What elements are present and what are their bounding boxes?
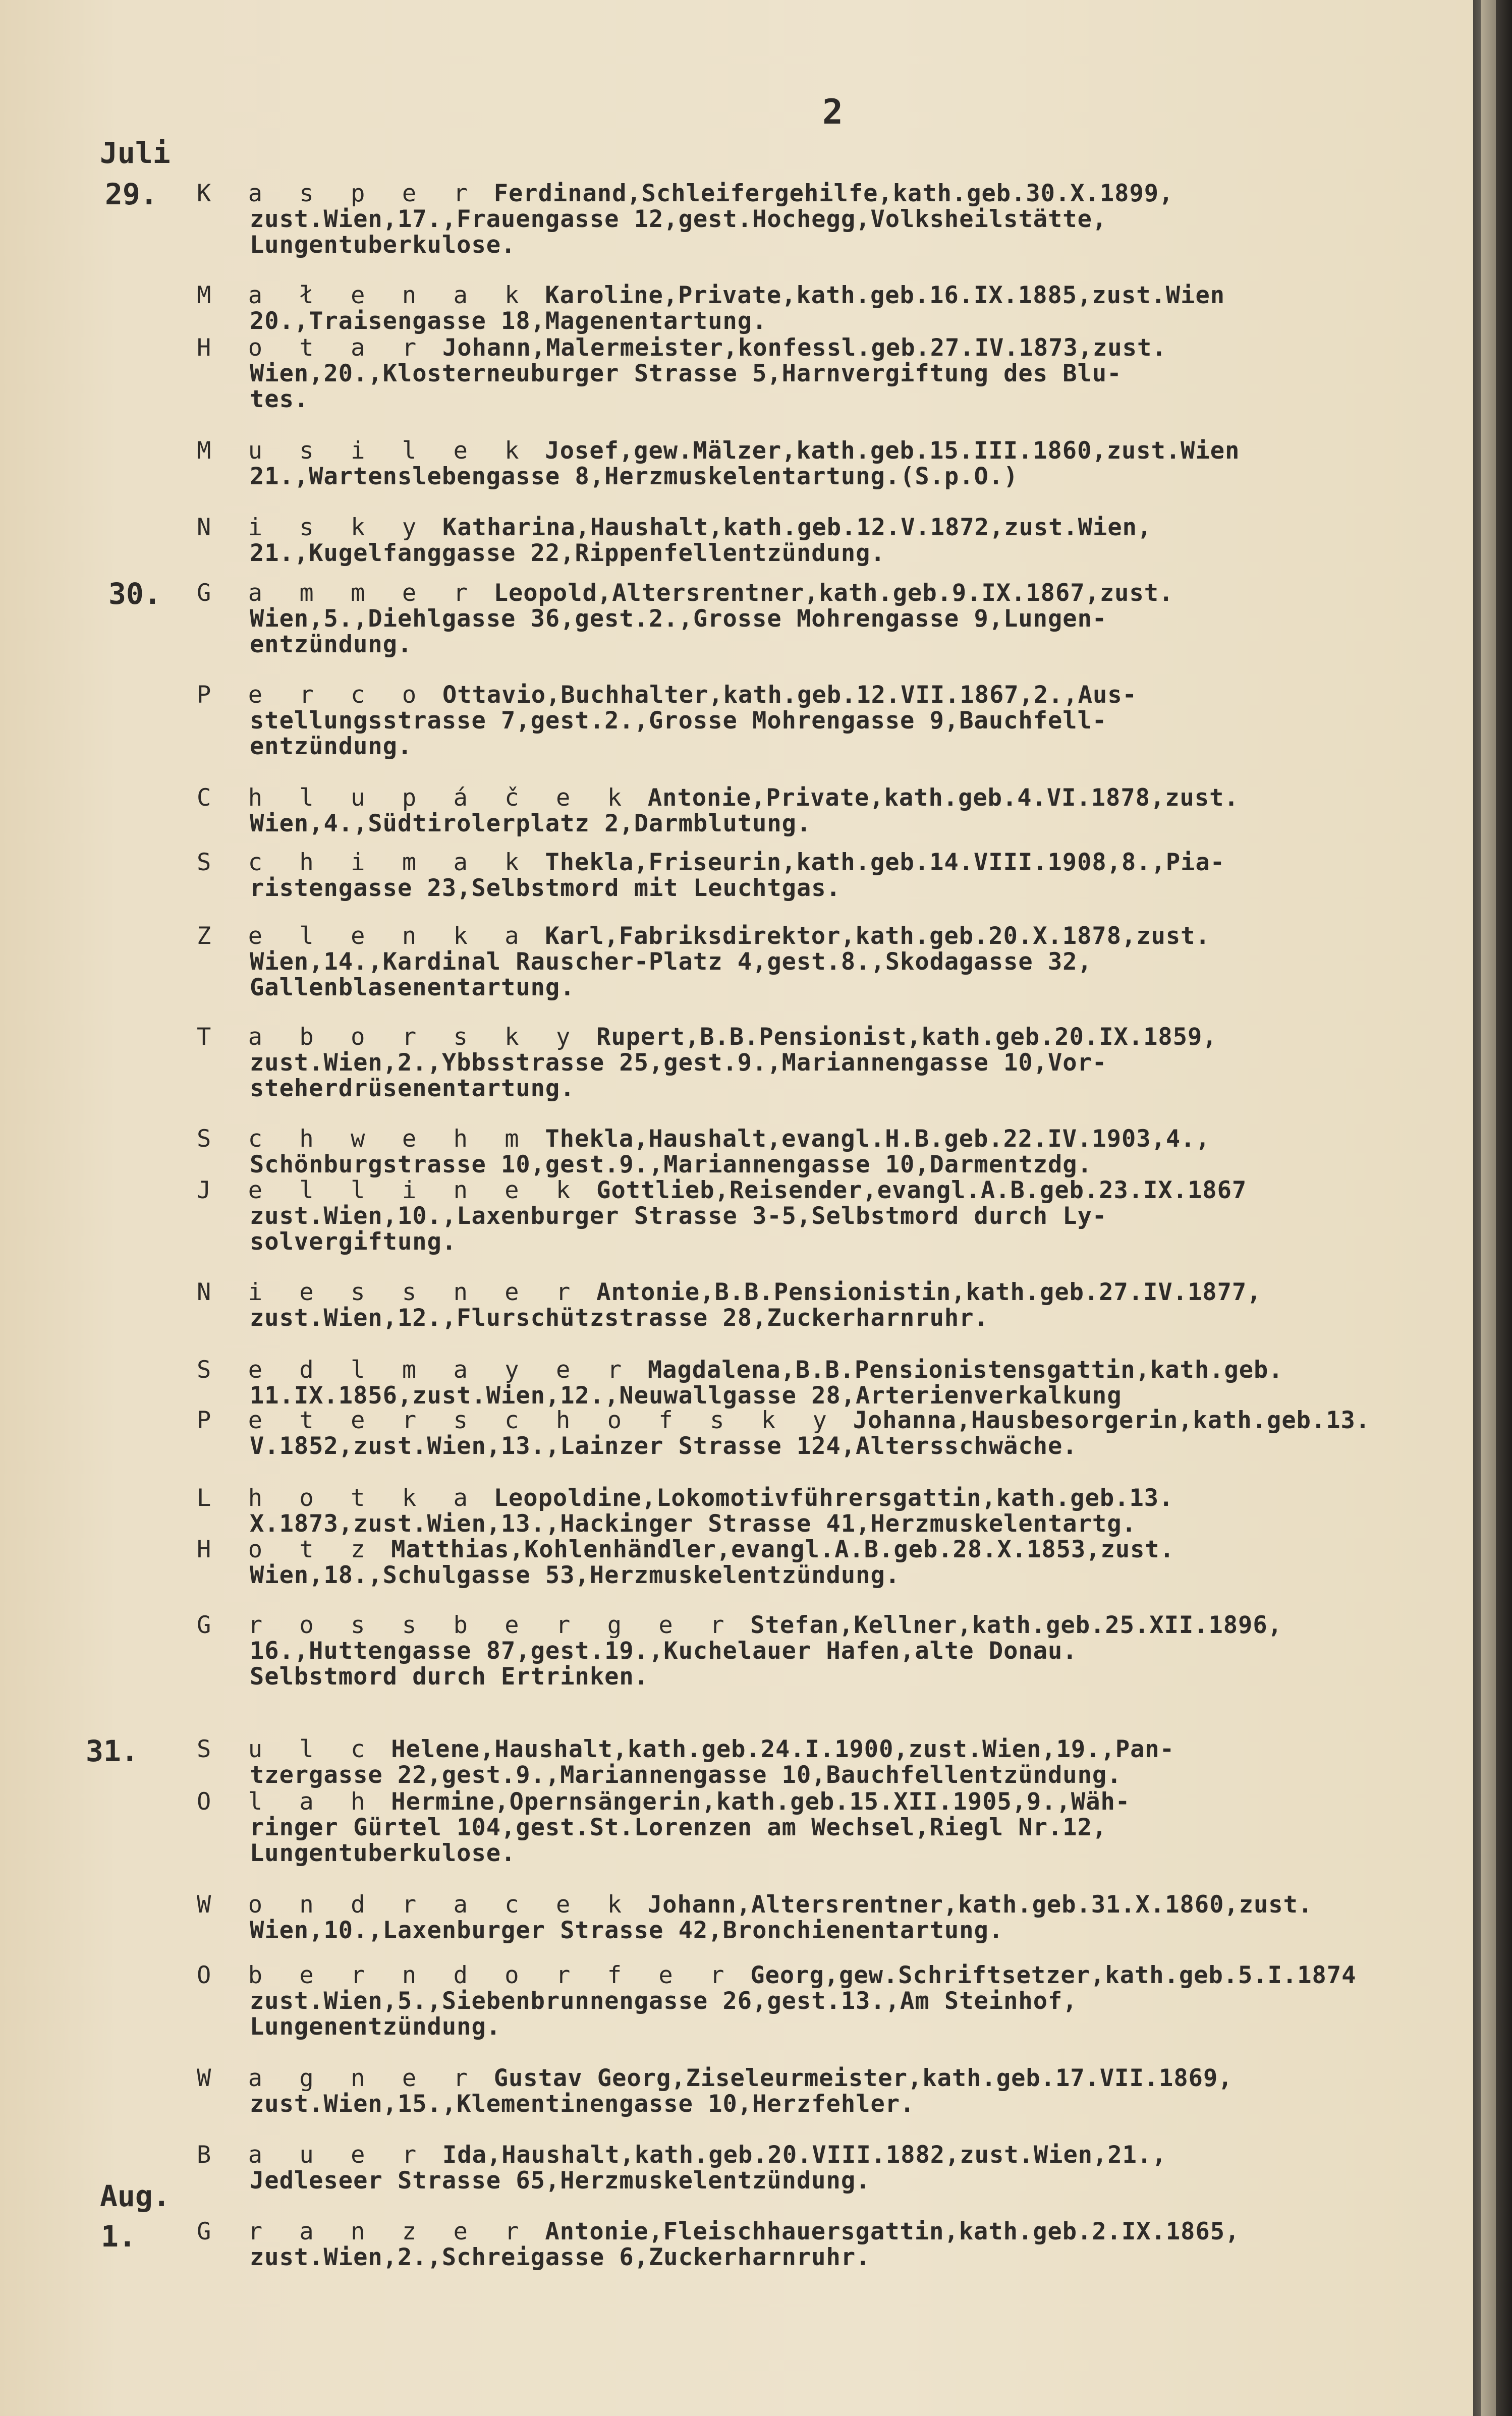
entry-line: G r a n z e r Antonie,Fleischhauersgattin,kath.geb.2.IX.1865,: [197, 2219, 1240, 2244]
entry-surname: P e r c o: [197, 682, 428, 708]
entry-line: N i s k y Katharina,Haushalt,kath.geb.12.V.1872,zust.Wien,: [197, 515, 1152, 540]
register-entry: [197, 1126, 1468, 1177]
entry-line: G r o s s b e r g e r Stefan,Kellner,kath.geb.25.XII.1896,: [197, 1612, 1282, 1638]
entry-surname: G r a n z e r: [197, 2219, 531, 2244]
page-number: 2: [822, 92, 843, 132]
day-label-29: 29.: [105, 177, 158, 211]
register-entry: [197, 1612, 1468, 1690]
register-entry: [197, 2065, 1468, 2117]
entry-line: P e r c o Ottavio,Buchhalter,kath.geb.12.VII.1867,2.,Aus-: [197, 682, 1137, 708]
entry-surname: G r o s s b e r g e r: [197, 1612, 736, 1638]
entry-line: steherdrüsenentartung.: [250, 1076, 575, 1101]
entry-line: Wien,14.,Kardinal Rauscher-Platz 4,gest.8.,Skodagasse 32,: [250, 949, 1092, 975]
entry-line: tes.: [250, 386, 309, 412]
entry-line: zust.Wien,15.,Klementinengasse 10,Herzfehler.: [250, 2091, 915, 2117]
entry-line: solvergiftung.: [250, 1229, 457, 1255]
register-entry: [197, 1789, 1468, 1866]
register-entry: [197, 1279, 1468, 1331]
entry-surname: O b e r n d o r f e r: [197, 1962, 736, 1988]
entry-surname: G a m m e r: [197, 580, 479, 606]
day-label-1: 1.: [101, 2219, 136, 2254]
entry-line: V.1852,zust.Wien,13.,Lainzer Strasse 124,Altersschwäche.: [250, 1433, 1078, 1459]
entry-line: M u s i l e k Josef,gew.Mälzer,kath.geb.15.III.1860,zust.Wien: [197, 438, 1240, 464]
register-entry: [197, 2219, 1468, 2270]
entry-surname: L h o t k a: [197, 1485, 479, 1511]
register-entry: [197, 682, 1468, 759]
entry-line: tzergasse 22,gest.9.,Mariannengasse 10,Bauchfellentzündung.: [250, 1762, 1122, 1788]
entry-surname: P e t e r s c h o f s k y: [197, 1408, 838, 1433]
register-entry: [197, 580, 1468, 657]
entry-surname: N i s k y: [197, 515, 428, 540]
entry-line: Wien,10.,Laxenburger Strasse 42,Bronchienentartung.: [250, 1918, 1004, 1943]
entry-surname: W a g n e r: [197, 2065, 479, 2091]
entry-line: W a g n e r Gustav Georg,Ziseleurmeister,kath.geb.17.VII.1869,: [197, 2065, 1233, 2091]
entry-line: Wien,18.,Schulgasse 53,Herzmuskelentzündung.: [250, 1562, 901, 1588]
register-entry: [197, 1024, 1468, 1101]
register-entry: [197, 1357, 1468, 1409]
register-entry: [197, 181, 1468, 258]
day-label-31: 31.: [86, 1734, 139, 1768]
entry-surname: T a b o r s k y: [197, 1024, 582, 1050]
entry-surname: B a u e r: [197, 2142, 428, 2168]
entry-line: 16.,Huttengasse 87,gest.19.,Kuchelauer Hafen,alte Donau.: [250, 1638, 1078, 1664]
entry-line: S c h i m a k Thekla,Friseurin,kath.geb.14.VIII.1908,8.,Pia-: [197, 850, 1225, 875]
entry-line: K a s p e r Ferdinand,Schleifergehilfe,kath.geb.30.X.1899,: [197, 181, 1174, 206]
register-entry: [197, 1892, 1468, 1943]
adjacent-page-edge: [1481, 0, 1496, 2416]
register-entry: [197, 1408, 1468, 1459]
entry-line: 20.,Traisengasse 18,Magenentartung.: [250, 308, 767, 334]
register-entry: [197, 335, 1468, 412]
register-entry: [197, 785, 1468, 836]
entry-line: J e l l i n e k Gottlieb,Reisender,evangl.A.B.geb.23.IX.1867: [197, 1177, 1247, 1203]
entry-line: G a m m e r Leopold,Altersrentner,kath.geb.9.IX.1867,zust.: [197, 580, 1174, 606]
register-entry: [197, 283, 1468, 334]
entry-surname: M u s i l e k: [197, 438, 531, 464]
entry-line: Lungentuberkulose.: [250, 1840, 516, 1866]
entry-surname: N i e s s n e r: [197, 1279, 582, 1305]
month-label-august: Aug.: [100, 2179, 171, 2213]
entry-line: zust.Wien,17.,Frauengasse 12,gest.Hochegg,Volksheilstätte,: [250, 206, 1107, 232]
entry-surname: H o t z: [197, 1537, 376, 1562]
register-entry: [197, 923, 1468, 1000]
entry-line: Jedleseer Strasse 65,Herzmuskelentzündung.: [250, 2168, 871, 2194]
entry-line: X.1873,zust.Wien,13.,Hackinger Strasse 41,Herzmuskelentartg.: [250, 1511, 1137, 1537]
entry-line: Gallenblasenentartung.: [250, 975, 575, 1000]
entry-surname: W o n d r a c e k: [197, 1892, 633, 1918]
register-entry: [197, 1537, 1468, 1588]
entry-line: Lungentuberkulose.: [250, 232, 516, 258]
entry-line: H o t a r Johann,Malermeister,konfessl.geb.27.IV.1873,zust.: [197, 335, 1167, 361]
entry-surname: C h l u p á č e k: [197, 785, 633, 811]
entry-line: S c h w e h m Thekla,Haushalt,evangl.H.B.geb.22.IV.1903,4.,: [197, 1126, 1210, 1152]
entry-surname: M a ł e n a k: [197, 283, 531, 308]
register-entry: [197, 438, 1468, 489]
entry-line: Selbstmord durch Ertrinken.: [250, 1664, 649, 1690]
entry-line: M a ł e n a k Karoline,Private,kath.geb.16.IX.1885,zust.Wien: [197, 283, 1225, 308]
entry-line: Z e l e n k a Karl,Fabriksdirektor,kath.geb.20.X.1878,zust.: [197, 923, 1210, 949]
entry-line: zust.Wien,10.,Laxenburger Strasse 3-5,Selbstmord durch Ly-: [250, 1203, 1107, 1229]
entry-surname: S c h i m a k: [197, 850, 531, 875]
entry-line: stellungsstrasse 7,gest.2.,Grosse Mohrengasse 9,Bauchfell-: [250, 708, 1107, 734]
entry-line: N i e s s n e r Antonie,B.B.Pensionistin,kath.geb.27.IV.1877,: [197, 1279, 1262, 1305]
entry-line: Wien,20.,Klosterneuburger Strasse 5,Harnvergiftung des Blu-: [250, 361, 1122, 386]
entry-line: zust.Wien,12.,Flurschützstrasse 28,Zuckerharnruhr.: [250, 1305, 989, 1331]
entry-line: 11.IX.1856,zust.Wien,12.,Neuwallgasse 28,Arterienverkalkung: [250, 1383, 1122, 1409]
entry-line: L h o t k a Leopoldine,Lokomotivführersgattin,kath.geb.13.: [197, 1485, 1174, 1511]
month-label-juli: Juli: [100, 136, 171, 170]
entry-line: Wien,5.,Diehlgasse 36,gest.2.,Grosse Mohrengasse 9,Lungen-: [250, 606, 1107, 632]
entry-line: zust.Wien,2.,Schreigasse 6,Zuckerharnruhr.: [250, 2244, 871, 2270]
entry-surname: S e d l m a y e r: [197, 1357, 633, 1383]
entry-line: 21.,Wartenslebengasse 8,Herzmuskelentartung.(S.p.O.): [250, 464, 1019, 489]
entry-line: S e d l m a y e r Magdalena,B.B.Pensionistensgattin,kath.geb.: [197, 1357, 1283, 1383]
entry-line: Schönburgstrasse 10,gest.9.,Mariannengasse 10,Darmentzdg.: [250, 1152, 1092, 1177]
entry-surname: S u l c: [197, 1736, 376, 1762]
entry-line: entzündung.: [250, 734, 413, 759]
entry-line: zust.Wien,2.,Ybbsstrasse 25,gest.9.,Mariannengasse 10,Vor-: [250, 1050, 1107, 1076]
entry-line: 21.,Kugelfanggasse 22,Rippenfellentzündung.: [250, 540, 885, 566]
register-entry: [197, 1736, 1468, 1788]
entry-line: B a u e r Ida,Haushalt,kath.geb.20.VIII.1882,zust.Wien,21.,: [197, 2142, 1167, 2168]
day-label-30: 30.: [108, 577, 161, 611]
entry-line: zust.Wien,5.,Siebenbrunnengasse 26,gest.13.,Am Steinhof,: [250, 1988, 1078, 2014]
entry-line: Lungenentzündung.: [250, 2014, 501, 2040]
entry-line: entzündung.: [250, 632, 413, 657]
entry-line: C h l u p á č e k Antonie,Private,kath.geb.4.VI.1878,zust.: [197, 785, 1239, 811]
entry-line: P e t e r s c h o f s k y Johanna,Hausbesorgerin,kath.geb.13.: [197, 1408, 1371, 1433]
entry-surname: S c h w e h m: [197, 1126, 531, 1152]
entry-surname: H o t a r: [197, 335, 428, 361]
entry-surname: Z e l e n k a: [197, 923, 531, 949]
entry-line: ringer Gürtel 104,gest.St.Lorenzen am Wechsel,Riegl Nr.12,: [250, 1815, 1107, 1840]
entry-line: ristengasse 23,Selbstmord mit Leuchtgas.: [250, 875, 841, 901]
entry-line: S u l c Helene,Haushalt,kath.geb.24.I.1900,zust.Wien,19.,Pan-: [197, 1736, 1175, 1762]
entry-line: T a b o r s k y Rupert,B.B.Pensionist,kath.geb.20.IX.1859,: [197, 1024, 1217, 1050]
register-entry: [197, 850, 1468, 901]
entry-line: H o t z Matthias,Kohlenhändler,evangl.A.B.geb.28.X.1853,zust.: [197, 1537, 1175, 1562]
entry-line: O l a h Hermine,Opernsängerin,kath.geb.15.XII.1905,9.,Wäh-: [197, 1789, 1131, 1815]
register-entry: [197, 2142, 1468, 2194]
entry-line: O b e r n d o r f e r Georg,gew.Schriftsetzer,kath.geb.5.I.1874: [197, 1962, 1357, 1988]
entry-line: Wien,4.,Südtirolerplatz 2,Darmblutung.: [250, 811, 812, 836]
register-entry: [197, 1485, 1468, 1537]
register-entry: [197, 1177, 1468, 1255]
entry-line: W o n d r a c e k Johann,Altersrentner,kath.geb.31.X.1860,zust.: [197, 1892, 1313, 1918]
entry-surname: O l a h: [197, 1789, 376, 1815]
entry-surname: K a s p e r: [197, 181, 479, 206]
register-entry: [197, 515, 1468, 566]
entry-surname: J e l l i n e k: [197, 1177, 582, 1203]
register-entry: [197, 1962, 1468, 2040]
